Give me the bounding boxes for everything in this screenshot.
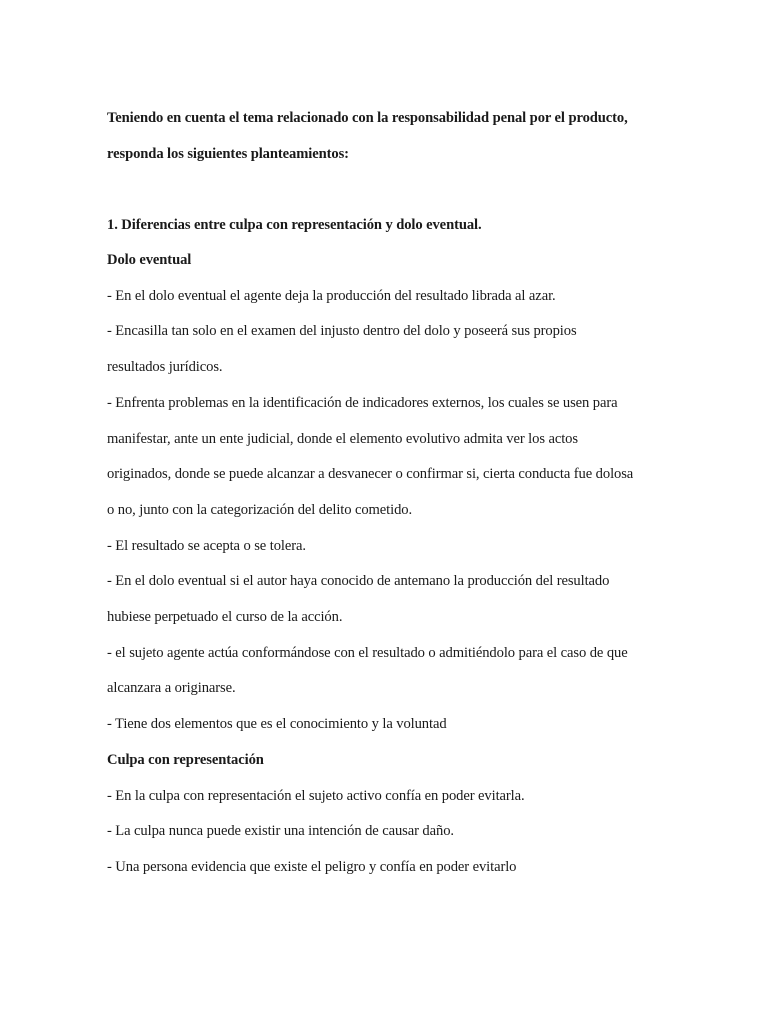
section-heading-culpa-con-representacion: Culpa con representación <box>107 752 264 768</box>
dolo-eventual-line: - El resultado se acepta o se tolera. <box>107 538 306 554</box>
culpa-line: - La culpa nunca puede existir una intención de causar daño. <box>107 823 454 839</box>
culpa-line: - En la culpa con representación el sujeto activo confía en poder evitarla. <box>107 788 525 804</box>
intro-line-2: responda los siguientes planteamientos: <box>107 146 349 162</box>
dolo-eventual-line: - Enfrenta problemas en la identificación de indicadores externos, los cuales se usen para <box>107 395 618 411</box>
intro-line-1: Teniendo en cuenta el tema relacionado con la responsabilidad penal por el producto, <box>107 110 628 126</box>
dolo-eventual-line: - Encasilla tan solo en el examen del injusto dentro del dolo y poseerá sus propios <box>107 323 577 339</box>
dolo-eventual-line: - En el dolo eventual si el autor haya conocido de antemano la producción del resultado <box>107 573 610 589</box>
section-heading-dolo-eventual: Dolo eventual <box>107 252 192 268</box>
dolo-eventual-line: manifestar, ante un ente judicial, donde el elemento evolutivo admita ver los actos <box>107 431 578 447</box>
dolo-eventual-line: originados, donde se puede alcanzar a desvanecer o confirmar si, cierta conducta fue dolosa <box>107 466 634 482</box>
question-1-heading: 1. Diferencias entre culpa con representación y dolo eventual. <box>107 217 482 233</box>
dolo-eventual-line: - el sujeto agente actúa conformándose con el resultado o admitiéndolo para el caso de que <box>107 645 628 661</box>
dolo-eventual-line: hubiese perpetuado el curso de la acción. <box>107 609 343 625</box>
dolo-eventual-line: alcanzara a originarse. <box>107 680 236 696</box>
dolo-eventual-line: resultados jurídicos. <box>107 359 223 375</box>
dolo-eventual-line: o no, junto con la categorización del delito cometido. <box>107 502 413 518</box>
dolo-eventual-line: - Tiene dos elementos que es el conocimiento y la voluntad <box>107 716 447 732</box>
dolo-eventual-line: - En el dolo eventual el agente deja la producción del resultado librada al azar. <box>107 288 556 304</box>
culpa-line: - Una persona evidencia que existe el peligro y confía en poder evitarlo <box>107 859 517 875</box>
